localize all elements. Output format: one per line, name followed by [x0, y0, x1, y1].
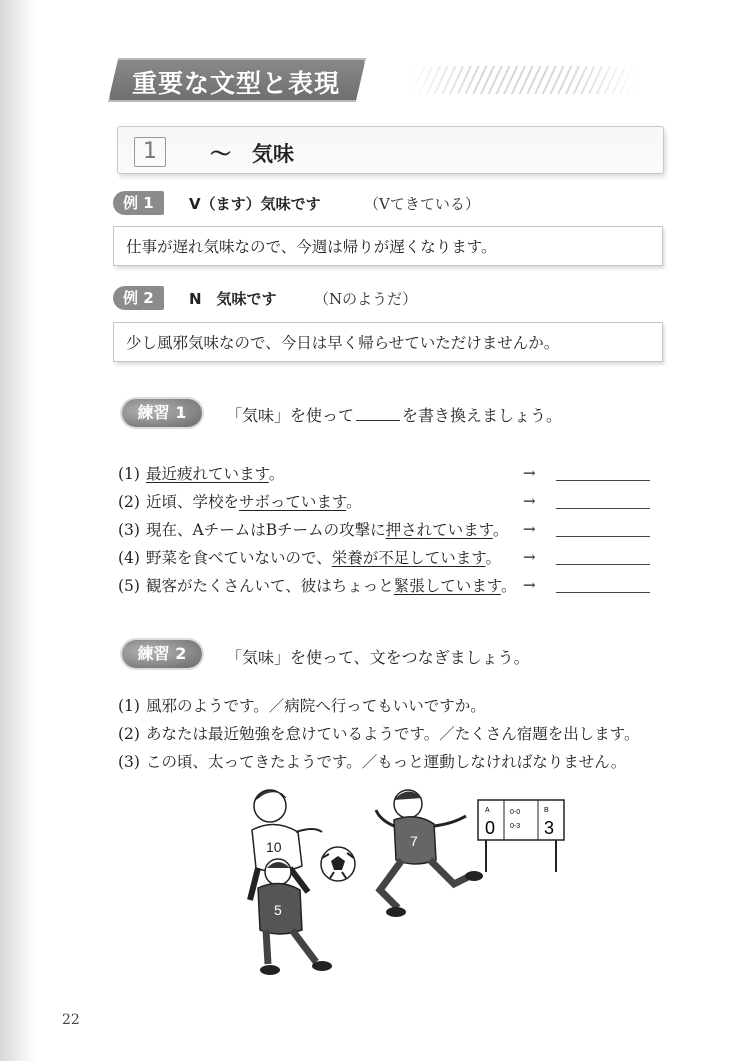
topic-number: 1: [134, 137, 166, 167]
example-2-note: （Nのようだ）: [314, 290, 418, 308]
exercise-1-instruction: [226, 403, 562, 426]
answer-line[interactable]: [556, 536, 650, 537]
arrow-icon: →: [523, 464, 536, 482]
item-underlined: 緊張しています: [393, 577, 501, 595]
scoreboard-score-a: 0: [485, 818, 496, 838]
example-1-badge: 例 1: [113, 191, 164, 215]
section-title: 重要な文型と表現: [132, 69, 341, 98]
exercise-2-item: [118, 750, 626, 772]
jersey-number-7: 7: [410, 833, 418, 849]
arrow-icon: →: [523, 548, 536, 566]
page-edge-shadow: [0, 0, 36, 1061]
answer-line[interactable]: [556, 564, 650, 565]
instruction-blank: [356, 420, 400, 421]
scoreboard-half-2: 0-3: [510, 823, 521, 830]
scoreboard-team-a: A: [485, 807, 490, 814]
exercise-1-item: [118, 490, 362, 512]
item-text: あなたは最近勉強を怠けているようです。／たくさん宿題を出します。: [146, 725, 640, 743]
item-underlined: 押されています: [385, 521, 493, 539]
exercise-2-item: [118, 694, 486, 716]
topic-box: [117, 126, 664, 174]
answer-line[interactable]: [556, 592, 650, 593]
item-number: (1): [118, 465, 140, 483]
example-1-note: （Vてきている）: [364, 195, 480, 213]
arrow-icon: →: [523, 492, 536, 510]
item-underlined: 栄養が不足しています: [331, 549, 486, 567]
exercise-1-instruction-after: を書き換えましょう。: [402, 406, 563, 425]
scoreboard-team-b: B: [544, 807, 549, 814]
item-text: 野菜を食べていないので、: [146, 549, 332, 567]
exercise-2-item: [118, 722, 640, 744]
exercise-1-item: [118, 518, 508, 540]
scoreboard-half-1: 0-0: [510, 809, 521, 816]
player-10-figure: [250, 790, 322, 900]
arrow-icon: →: [523, 520, 536, 538]
scoreboard-score-b: 3: [544, 818, 555, 838]
soccer-illustration: [230, 780, 570, 980]
example-1-sentence: 仕事が遅れ気味なので、今週は帰りが遅くなります。: [113, 226, 663, 266]
item-number: (1): [118, 697, 140, 715]
page-number: 22: [62, 1012, 80, 1028]
player-7-figure: [376, 790, 483, 917]
item-number: (4): [118, 549, 140, 567]
jersey-number-5: 5: [274, 902, 282, 918]
exercise-1-item: [118, 462, 284, 484]
feather-decoration-icon: [408, 66, 638, 94]
jersey-number-10: 10: [266, 839, 282, 855]
item-text: この頃、太ってきたようです。／もっと運動しなければなりません。: [146, 753, 627, 771]
exercise-1-item: [118, 546, 501, 568]
item-text-end: 。: [492, 521, 509, 539]
exercise-1-instruction-before: 「気味」を使って: [226, 406, 355, 425]
example-2-badge: 例 2: [113, 286, 164, 310]
item-number: (3): [118, 753, 140, 771]
scoreboard: [478, 800, 564, 872]
item-text-end: 。: [500, 577, 517, 595]
item-text-end: 。: [346, 493, 362, 511]
example-2-sentence: 少し風邪気味なので、今日は早く帰らせていただけませんか。: [113, 322, 663, 362]
item-text-end: 。: [485, 549, 501, 567]
exercise-2-instruction: 「気味」を使って、文をつなぎましょう。: [226, 648, 530, 667]
topic-title: 〜 気味: [210, 141, 294, 166]
item-text: 現在、AチームはBチームの攻撃に: [146, 521, 386, 539]
exercise-1-item: [118, 574, 516, 596]
example-1-rule: V（ます）気味です: [189, 195, 321, 213]
item-number: (5): [118, 577, 140, 595]
item-text-end: 。: [268, 465, 285, 483]
item-number: (3): [118, 521, 140, 539]
soccer-ball-icon: [321, 847, 355, 881]
section-header: [108, 58, 628, 104]
answer-line[interactable]: [556, 508, 650, 509]
item-text: 風邪のようです。／病院へ行ってもいいですか。: [146, 697, 486, 715]
exercise-1-badge: 練習 1: [122, 399, 202, 427]
arrow-icon: →: [523, 576, 536, 594]
item-underlined: 最近疲れています: [146, 465, 269, 483]
answer-line[interactable]: [556, 480, 650, 481]
item-text: 近頃、学校を: [146, 493, 240, 511]
item-number: (2): [118, 725, 140, 743]
item-underlined: サボっています: [239, 493, 347, 511]
example-2-rule: N 気味です: [189, 290, 277, 308]
exercise-2-badge: 練習 2: [122, 640, 202, 668]
item-text: 観客がたくさんいて、彼はちょっと: [146, 577, 394, 595]
item-number: (2): [118, 493, 140, 511]
